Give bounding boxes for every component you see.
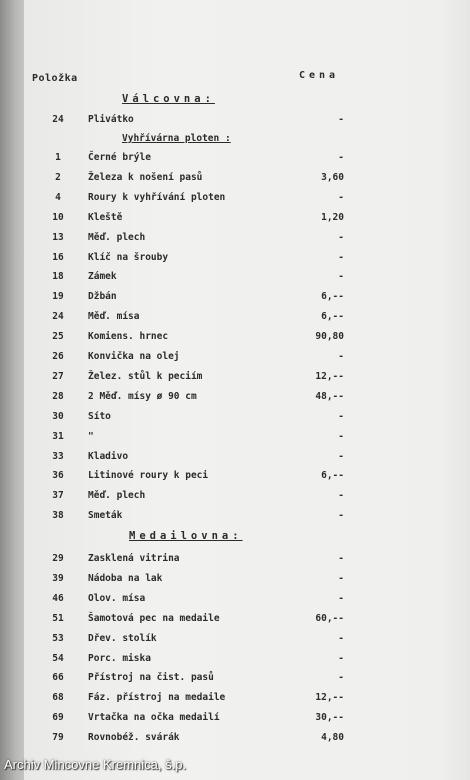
document-page bbox=[24, 0, 470, 780]
table-row bbox=[24, 633, 470, 653]
table-row bbox=[24, 692, 470, 712]
table-row bbox=[24, 593, 470, 613]
item-number: 30 bbox=[52, 410, 64, 422]
item-name: Rovnobéž. svárák bbox=[88, 732, 180, 744]
item-name: 2 Měď. mísy ø 90 cm bbox=[88, 390, 197, 402]
item-name: Želez. stůl k peciím bbox=[88, 370, 203, 382]
item-price: - bbox=[338, 572, 344, 584]
table-row bbox=[24, 510, 470, 530]
item-price: - bbox=[338, 351, 344, 362]
item-price: 90,80 bbox=[315, 331, 344, 343]
item-name: Zámek bbox=[88, 271, 117, 283]
item-number: 31 bbox=[52, 430, 64, 442]
section-heading-medailovna: Medailovna: bbox=[129, 530, 243, 542]
item-name: Roury k vyhřívání ploten bbox=[88, 191, 226, 203]
item-number: 39 bbox=[52, 572, 64, 584]
item-price: - bbox=[338, 632, 344, 644]
item-name: " bbox=[88, 430, 94, 442]
item-name: Měď. plech bbox=[88, 231, 146, 243]
item-number: 66 bbox=[52, 672, 64, 684]
item-name: Přístroj na čist. pasů bbox=[88, 672, 214, 684]
table-row bbox=[24, 411, 470, 431]
section-heading-valcovna: Válcovna: bbox=[122, 93, 215, 105]
archive-watermark: Archiv Mincovne Kremnica, š.p. bbox=[4, 757, 187, 772]
item-name: Síto bbox=[88, 410, 111, 422]
table-row bbox=[24, 732, 470, 752]
item-name: Vrtačka na očka medailí bbox=[88, 712, 220, 724]
item-name: Smeták bbox=[88, 510, 123, 522]
item-number: 24 bbox=[52, 311, 64, 323]
item-number: 18 bbox=[52, 271, 64, 283]
item-number: 2 bbox=[55, 171, 61, 183]
item-price: - bbox=[338, 191, 344, 203]
item-price: 30,-- bbox=[315, 712, 344, 724]
item-number: 24 bbox=[52, 114, 64, 125]
item-name: Konvička na olej bbox=[88, 351, 180, 362]
item-name: Klíč na šrouby bbox=[88, 251, 169, 263]
item-price: 6,-- bbox=[321, 470, 344, 482]
item-name: Dřev. stolík bbox=[88, 632, 157, 644]
item-name: Zasklená vitrina bbox=[88, 553, 180, 564]
item-number: 25 bbox=[52, 331, 64, 343]
item-price: 4,80 bbox=[321, 732, 344, 744]
item-price: - bbox=[338, 652, 344, 664]
column-header-item: Položka bbox=[32, 73, 78, 84]
table-row bbox=[24, 613, 470, 633]
item-number: 16 bbox=[52, 251, 64, 263]
table-row bbox=[24, 371, 470, 391]
item-number: 36 bbox=[52, 470, 64, 482]
item-name: Porc. miska bbox=[88, 652, 151, 664]
item-price: 48,-- bbox=[315, 390, 344, 402]
item-number: 79 bbox=[52, 732, 64, 744]
item-price: - bbox=[338, 231, 344, 243]
item-price: - bbox=[338, 510, 344, 522]
table-row bbox=[24, 351, 470, 371]
column-header-price: Cena bbox=[299, 70, 340, 81]
item-number: 33 bbox=[52, 450, 64, 462]
item-number: 37 bbox=[52, 490, 64, 502]
item-name: Džbán bbox=[88, 291, 117, 303]
item-price: - bbox=[338, 271, 344, 283]
item-price: 12,-- bbox=[315, 370, 344, 382]
item-price: - bbox=[338, 450, 344, 462]
item-number: 53 bbox=[52, 632, 64, 644]
item-number: 69 bbox=[52, 712, 64, 724]
item-number: 46 bbox=[52, 592, 64, 604]
item-price: 3,60 bbox=[321, 171, 344, 183]
table-row bbox=[24, 451, 470, 471]
item-price: - bbox=[338, 592, 344, 604]
item-price: - bbox=[338, 430, 344, 442]
table-row bbox=[24, 291, 470, 311]
item-name: Komiens. hrnec bbox=[88, 331, 169, 343]
item-name: Kladivo bbox=[88, 450, 129, 462]
table-row bbox=[24, 252, 470, 272]
item-number: 51 bbox=[52, 612, 64, 624]
table-row bbox=[24, 653, 470, 673]
table-row bbox=[24, 212, 470, 232]
table-row bbox=[24, 573, 470, 593]
table-row bbox=[24, 470, 470, 490]
item-price: 12,-- bbox=[315, 692, 344, 704]
table-row bbox=[24, 331, 470, 351]
item-name: Železa k nošení pasů bbox=[88, 171, 203, 183]
table-row bbox=[24, 192, 470, 212]
item-number: 13 bbox=[52, 231, 64, 243]
table-row bbox=[24, 391, 470, 411]
table-row bbox=[24, 431, 470, 451]
item-name: Nádoba na lak bbox=[88, 572, 163, 584]
table-row bbox=[24, 271, 470, 291]
item-number: 29 bbox=[52, 553, 64, 564]
item-number: 1 bbox=[55, 152, 61, 163]
table-row bbox=[24, 114, 470, 134]
item-name: Olov. mísa bbox=[88, 592, 146, 604]
item-name: Měď. mísa bbox=[88, 311, 140, 323]
item-number: 54 bbox=[52, 652, 64, 664]
item-name: Šamotová pec na medaile bbox=[88, 612, 220, 624]
item-number: 26 bbox=[52, 351, 64, 362]
item-price: - bbox=[338, 251, 344, 263]
table-row bbox=[24, 311, 470, 331]
table-row bbox=[24, 490, 470, 510]
item-name: Černé brýle bbox=[88, 152, 151, 163]
item-price: - bbox=[338, 410, 344, 422]
table-row bbox=[24, 232, 470, 252]
table-row bbox=[24, 712, 470, 732]
item-price: 6,-- bbox=[321, 291, 344, 303]
item-number: 38 bbox=[52, 510, 64, 522]
table-row bbox=[24, 172, 470, 192]
item-price: 60,-- bbox=[315, 612, 344, 624]
item-number: 68 bbox=[52, 692, 64, 704]
item-price: - bbox=[338, 553, 344, 564]
subsection-heading-vyhrivarna: Vyhřívárna ploten : bbox=[122, 133, 231, 144]
item-name: Kleště bbox=[88, 211, 123, 223]
item-price: - bbox=[338, 114, 344, 125]
item-number: 27 bbox=[52, 370, 64, 382]
table-row bbox=[24, 672, 470, 692]
item-price: 6,-- bbox=[321, 311, 344, 323]
item-number: 4 bbox=[55, 191, 61, 203]
item-price: - bbox=[338, 490, 344, 502]
item-price: 1,20 bbox=[321, 211, 344, 223]
item-number: 10 bbox=[52, 211, 64, 223]
item-price: - bbox=[338, 672, 344, 684]
item-name: Litinové roury k peci bbox=[88, 470, 209, 482]
item-number: 19 bbox=[52, 291, 64, 303]
table-row bbox=[24, 152, 470, 172]
item-number: 28 bbox=[52, 390, 64, 402]
item-price: - bbox=[338, 152, 344, 163]
table-row bbox=[24, 553, 470, 573]
item-name: Plivátko bbox=[88, 114, 134, 125]
item-name: Fáz. přístroj na medaile bbox=[88, 692, 226, 704]
item-name: Měď. plech bbox=[88, 490, 146, 502]
